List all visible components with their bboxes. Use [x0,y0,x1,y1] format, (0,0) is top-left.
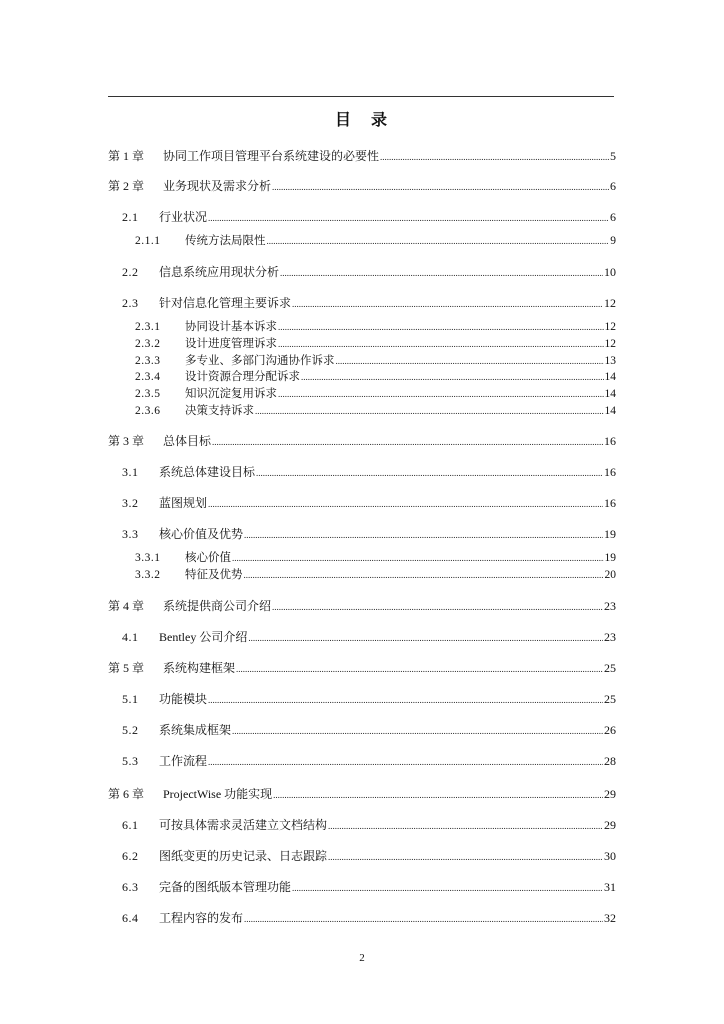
toc-number: 2.3.5 [135,388,161,400]
toc-leader [273,787,603,803]
toc-number: 3.3.1 [135,552,161,564]
toc-entry-chapter [108,433,616,449]
toc-entry-section [122,295,616,311]
toc-page-number: 14 [604,371,616,383]
toc-title: 核心价值 [185,552,231,564]
toc-title: 信息系统应用现状分析 [159,265,280,279]
toc-leader [232,550,604,566]
toc-page-number: 20 [604,569,616,581]
toc-entry-chapter [108,598,616,614]
toc-leader [255,403,604,419]
toc-leader [244,527,603,543]
toc-title: 工程内容的发布 [159,911,244,925]
toc-page-number: 6 [610,179,616,193]
toc-page-number: 14 [604,388,616,400]
toc-page-number: 29 [604,818,616,832]
toc-title: 可按具体需求灵活建立文档结构 [159,818,328,832]
toc-number: 第 5 章 [108,661,145,675]
toc-entry-subsection [135,567,616,583]
toc-title: 多专业、多部门沟通协作诉求 [185,355,335,367]
toc-title: 蓝图规划 [159,496,208,510]
toc-leader [208,210,609,226]
toc-entry-subsection [135,386,616,402]
toc-number: 6.1 [122,818,139,832]
toc-number: 6.2 [122,849,139,863]
toc-number: 2.1 [122,210,139,224]
toc-page-number: 26 [604,723,616,737]
toc-page-number: 32 [604,911,616,925]
toc-entry-section [122,910,616,926]
toc-leader [280,265,603,281]
toc-leader [244,911,603,927]
toc-leader [328,849,603,865]
toc-entry-chapter [108,178,616,194]
toc-page-number: 12 [604,338,616,350]
toc-page-number: 14 [604,405,616,417]
toc-leader [232,723,603,739]
toc-entry-section [122,209,616,225]
toc-leader [328,818,603,834]
toc-title: ProjectWise 功能实现 [163,787,273,801]
toc-title: 系统集成框架 [159,723,232,737]
page-footer-number: 2 [359,952,365,964]
toc-leader [208,754,603,770]
toc-page-number: 6 [610,210,616,224]
toc-leader [278,336,604,352]
toc-leader [380,149,609,165]
toc-entry-section [122,691,616,707]
toc-page-number: 12 [604,321,616,333]
toc-leader [292,296,603,312]
toc-entry-section [122,879,616,895]
toc-number: 2.3.2 [135,338,161,350]
toc-entry-subsection [135,353,616,369]
toc-title: 总体目标 [163,434,212,448]
toc-number: 6.4 [122,911,139,925]
toc-title: 完备的图纸版本管理功能 [159,880,292,894]
toc-page-number: 16 [604,434,616,448]
toc-title: 图纸变更的历史记录、日志跟踪 [159,849,328,863]
toc-leader [278,319,604,335]
toc-number: 2.3.3 [135,355,161,367]
toc-page-number: 25 [604,692,616,706]
toc-number: 第 6 章 [108,787,145,801]
toc-title: 系统提供商公司介绍 [163,599,272,613]
toc-entry-section [122,495,616,511]
toc-leader [256,465,603,481]
toc-entry-section [122,817,616,833]
toc-entry-section [122,722,616,738]
toc-entry-subsection [135,233,616,249]
toc-title: 系统构建框架 [163,661,236,675]
toc-leader [278,386,604,402]
toc-number: 第 4 章 [108,599,145,613]
toc-entry-subsection [135,319,616,335]
toc-entry-subsection [135,403,616,419]
toc-number: 5.1 [122,692,139,706]
header-rule [108,96,614,97]
toc-page-number: 9 [610,235,616,247]
toc-leader [301,369,604,385]
toc-page-number: 19 [604,527,616,541]
toc-leader [267,233,610,249]
toc-leader [212,434,603,450]
toc-number: 2.3 [122,296,139,310]
toc-number: 5.2 [122,723,139,737]
toc-page-number: 30 [604,849,616,863]
toc-number: 3.3.2 [135,569,161,581]
toc-entry-section [122,264,616,280]
toc-leader [272,599,603,615]
toc-entry-section [122,464,616,480]
toc-leader [208,692,603,708]
toc-page-number: 16 [604,465,616,479]
toc-title: 特征及优势 [185,569,243,581]
toc-title: 设计进度管理诉求 [185,338,277,350]
toc-number: 3.2 [122,496,139,510]
toc-page-number: 13 [604,355,616,367]
toc-number: 2.3.6 [135,405,161,417]
toc-entry-section [122,848,616,864]
toc-entry-subsection [135,336,616,352]
toc-title: 系统总体建设目标 [159,465,256,479]
toc-heading: 目 录 [334,112,389,129]
toc-entry-chapter [108,148,616,164]
toc-entry-chapter [108,786,616,802]
toc-entry-subsection [135,550,616,566]
toc-leader [272,179,609,195]
toc-leader [336,353,604,369]
toc-leader [292,880,603,896]
toc-page-number: 28 [604,754,616,768]
toc-title: 功能模块 [159,692,208,706]
toc-title: 工作流程 [159,754,208,768]
toc-title: 传统方法局限性 [185,235,266,247]
toc-page-number: 25 [604,661,616,675]
toc-number: 6.3 [122,880,139,894]
toc-entry-subsection [135,369,616,385]
toc-entry-section [122,753,616,769]
toc-title: 行业状况 [159,210,208,224]
toc-title: Bentley 公司介绍 [159,630,248,644]
toc-leader [236,661,603,677]
toc-number: 5.3 [122,754,139,768]
toc-number: 第 3 章 [108,434,145,448]
toc-number: 第 2 章 [108,179,145,193]
toc-number: 2.2 [122,265,139,279]
toc-number: 2.1.1 [135,235,161,247]
toc-page-number: 5 [610,149,616,163]
toc-number: 2.3.1 [135,321,161,333]
toc-title: 决策支持诉求 [185,405,254,417]
toc-entry-section [122,629,616,645]
toc-number: 第 1 章 [108,149,145,163]
toc-page-number: 23 [604,599,616,613]
toc-title: 针对信息化管理主要诉求 [159,296,292,310]
toc-leader [244,567,604,583]
toc-page-number: 12 [604,296,616,310]
toc-number: 3.3 [122,527,139,541]
toc-leader [248,630,603,646]
toc-title: 协同设计基本诉求 [185,321,277,333]
toc-page-number: 10 [604,265,616,279]
toc-entry-chapter [108,660,616,676]
toc-page-number: 16 [604,496,616,510]
toc-title: 知识沉淀复用诉求 [185,388,277,400]
toc-page-number: 31 [604,880,616,894]
toc-number: 3.1 [122,465,139,479]
toc-entry-section [122,526,616,542]
toc-title: 协同工作项目管理平台系统建设的必要性 [163,149,380,163]
toc-page-number: 19 [604,552,616,564]
toc-number: 4.1 [122,630,139,644]
toc-page-number: 23 [604,630,616,644]
toc-title: 核心价值及优势 [159,527,244,541]
toc-title: 业务现状及需求分析 [163,179,272,193]
toc-number: 2.3.4 [135,371,161,383]
toc-page-number: 29 [604,787,616,801]
toc-title: 设计资源合理分配诉求 [185,371,300,383]
toc-leader [208,496,603,512]
